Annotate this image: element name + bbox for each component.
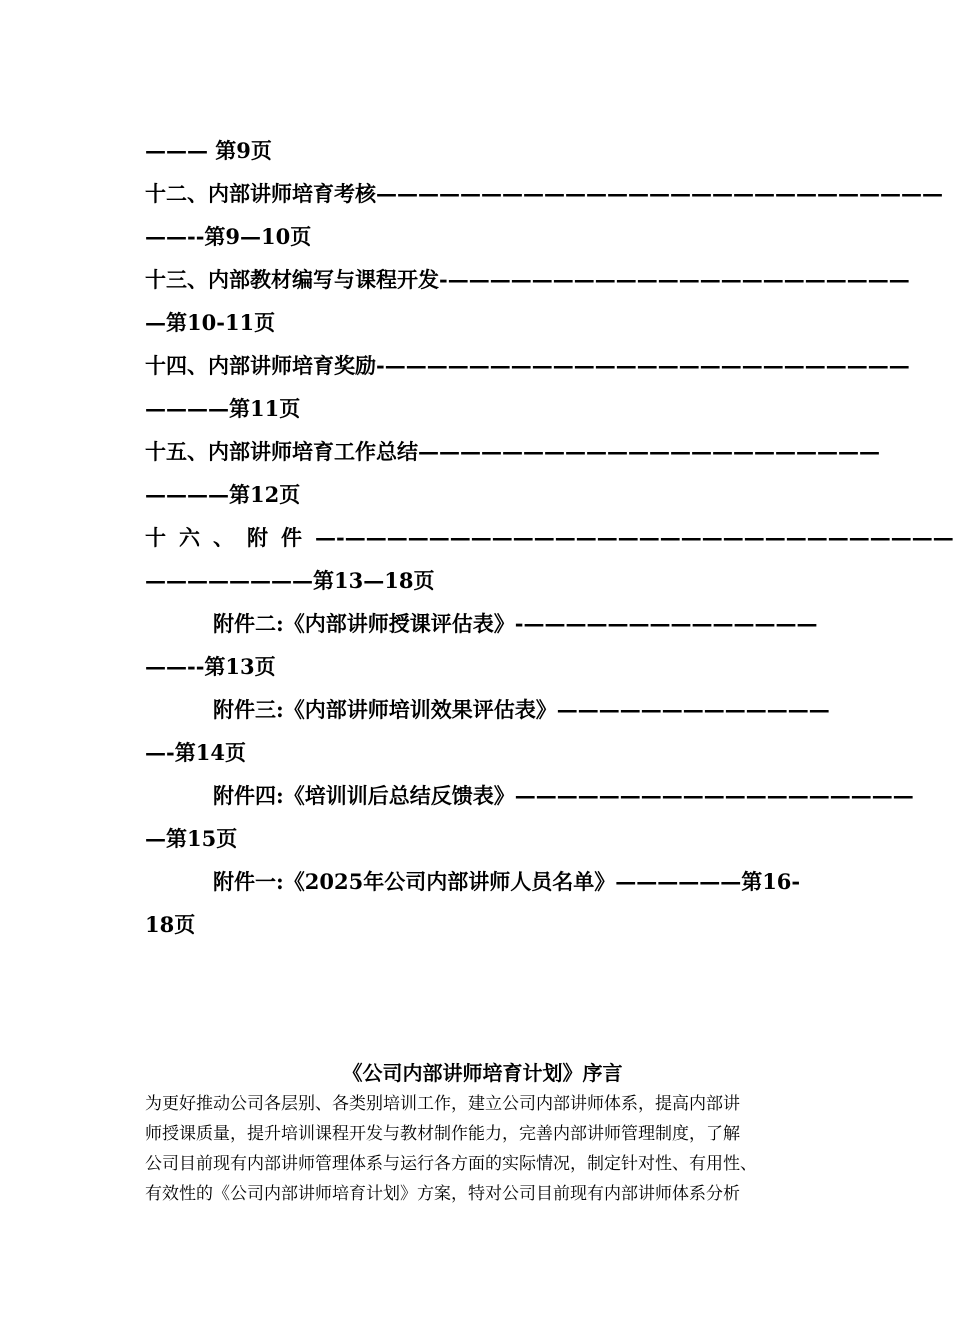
toc-line: —第10-11页 [145,310,276,335]
toc-line: —-第14页 [145,740,246,765]
toc-line: ————第12页 [145,482,301,507]
toc-line: 十二、内部讲师培育考核——————————————————————————— [145,181,943,206]
toc-line: —第15页 [145,826,238,851]
toc-line: 十三、内部教材编写与课程开发-—————————————————————— [145,267,910,292]
toc-line: 附件三:《内部讲师培训效果评估表》————————————— [213,697,830,722]
toc-line-appendix-heading [145,524,954,552]
preface-line: 师授课质量，提升培训课程开发与教材制作能力，完善内部讲师管理制度，了解 [145,1124,740,1144]
toc-line: ————第11页 [145,396,301,421]
toc-line: 十四、内部讲师培育奖励-————————————————————————— [145,353,910,378]
preface-line: 有效性的《公司内部讲师培育计划》方案，特对公司目前现有内部讲师体系分析 [145,1184,740,1204]
toc-line: 附件四:《培训训后总结反馈表》——————————————————— [213,783,914,808]
toc-char: 附 [247,525,268,550]
toc-line: 18页 [145,912,196,937]
toc-char: 十 [145,525,166,550]
preface-line: 为更好推动公司各层别、各类别培训工作，建立公司内部讲师体系，提高内部讲 [145,1094,740,1114]
toc-line: ——--第9—10页 [145,224,312,249]
preface-title: 《公司内部讲师培育计划》序言 [342,1061,623,1085]
toc-char: 件 [281,525,302,550]
toc-char: 、 [213,525,234,550]
toc-char: 六 [179,525,200,550]
toc-line: ————————第13—18页 [145,568,435,593]
toc-line: 附件一:《2025年公司内部讲师人员名单》——————第16- [213,869,801,894]
toc-leader: —-————————————————————————————— [315,525,954,550]
toc-line: ——--第13页 [145,654,276,679]
toc-line: 十五、内部讲师培育工作总结—————————————————————— [145,439,880,464]
preface-line: 公司目前现有内部讲师管理体系与运行各方面的实际情况，制定针对性、有用性、 [145,1154,757,1174]
toc-line: ——— 第9页 [145,138,272,163]
toc-line: 附件二:《内部讲师授课评估表》-—————————————— [213,611,818,636]
